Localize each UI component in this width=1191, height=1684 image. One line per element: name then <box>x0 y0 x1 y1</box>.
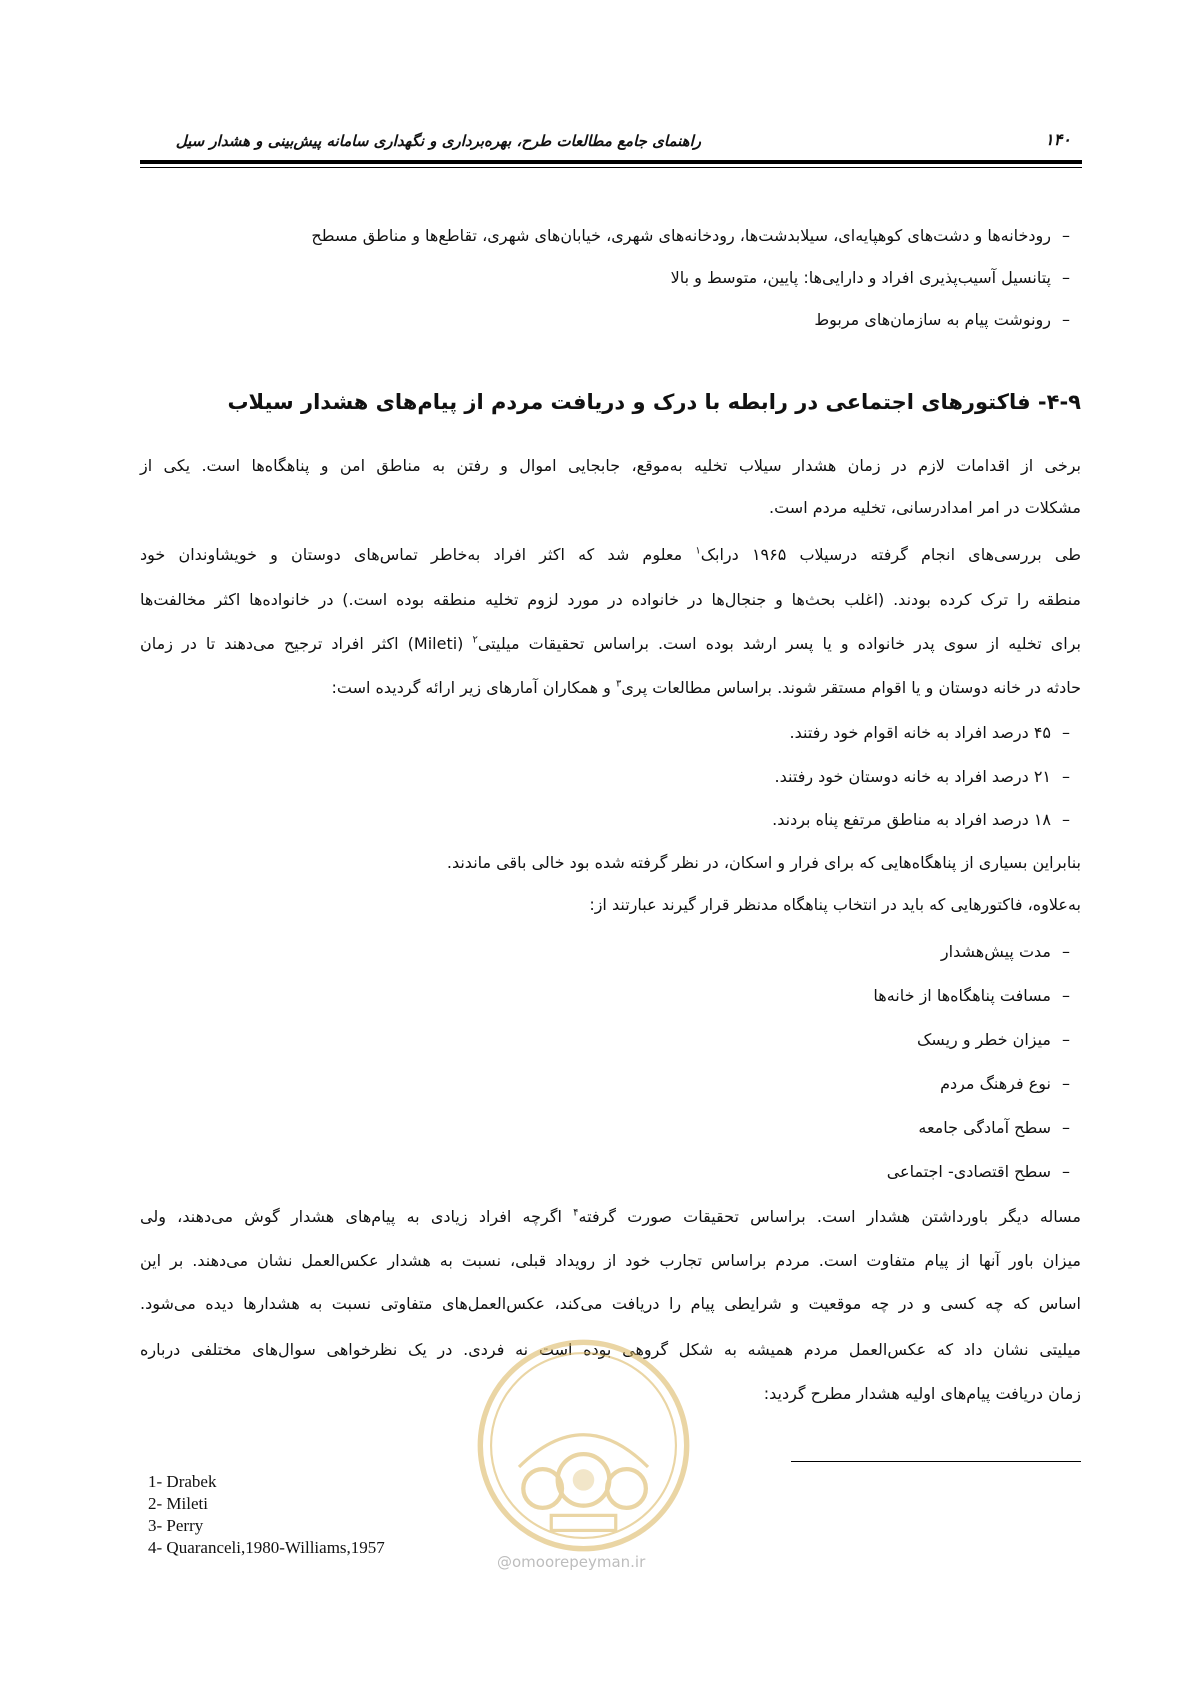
list-item <box>887 1162 1081 1182</box>
paragraph-line <box>140 1207 1081 1227</box>
bullet-dash: – <box>1062 1162 1070 1181</box>
footnote: 3- Perry <box>148 1516 204 1535</box>
text-span: اگرچه افراد زیادی به پیام‌های هشدار گوش می‌دهند، ولی <box>140 1207 574 1226</box>
footnote-ref: ۲ <box>472 634 478 646</box>
list-item <box>940 1074 1081 1094</box>
list-item <box>917 1030 1081 1050</box>
list-item <box>814 310 1081 330</box>
list-item-text: نوع فرهنگ مردم <box>940 1074 1051 1093</box>
footnote: 1- Drabek <box>148 1472 217 1491</box>
page-number: ۱۴۰ <box>1045 130 1071 149</box>
paragraph-line: میلیتی نشان داد که عکس‌العمل مردم همیشه به شکل گروهی بوده است نه فردی. در یک نظرخواهی سوال‌های مختلفی درباره <box>140 1340 1081 1359</box>
paragraph-line: بنابراین بسیاری از پناهگاه‌هایی که برای فرار و اسکان، در نظر گرفته شده بود خالی باقی ماندند. <box>446 853 1081 872</box>
footnote: 4- Quaranceli,1980-Williams,1957 <box>148 1538 385 1557</box>
paragraph-line: میزان باور آنها از پیام متفاوت است. مردم براساس تجارب خود از رویداد قبلی، نسبت به هشدار عکس‌العمل نشان می‌دهند. بر این <box>140 1251 1081 1270</box>
list-item <box>941 942 1081 962</box>
text-span: مساله دیگر باورداشتن هشدار است. براساس تحقیقات صورت گرفته <box>578 1207 1081 1226</box>
list-item-text: ۱۸ درصد افراد به مناطق مرتفع پناه بردند. <box>772 810 1051 829</box>
paragraph-line <box>140 545 1081 565</box>
bullet-dash: – <box>1062 1118 1070 1137</box>
paragraph-line: منطقه را ترک کرده بودند. (اغلب بحث‌ها و جنجال‌ها در خانواده در مورد لزوم تخلیه منطقه بوده است.) در خانواده‌ها اکثر مخالفت‌ها <box>140 590 1081 609</box>
text-span: و همکاران آمارهای زیر ارائه گردیده است: <box>331 678 616 697</box>
watermark-logo-icon <box>476 1338 691 1553</box>
watermark-site: @omoorepeyman.ir <box>497 1553 646 1571</box>
list-item-text: مدت پیش‌هشدار <box>940 942 1051 961</box>
list-item <box>775 767 1081 787</box>
bullet-dash: – <box>1062 310 1070 329</box>
bullet-dash: – <box>1062 226 1070 245</box>
text-span: (Mileti) اکثر افراد ترجیح می‌دهند تا در زمان <box>140 634 473 653</box>
text-span: طی بررسی‌های انجام گرفته درسیلاب ۱۹۶۵ درابک <box>700 545 1081 564</box>
list-item-text: مسافت پناهگاه‌ها از خانه‌ها <box>873 986 1051 1005</box>
list-item <box>772 810 1081 830</box>
list-item <box>311 226 1081 246</box>
text-span: معلوم شد که اکثر افراد به‌خاطر تماس‌های دوستان و خویشاوندان خود <box>140 545 696 564</box>
section-heading: ۴-۹- فاکتورهای اجتماعی در رابطه با درک و دریافت مردم از پیام‌های هشدار سیلاب <box>227 390 1081 414</box>
list-item <box>790 723 1081 743</box>
bullet-dash: – <box>1062 986 1070 1005</box>
list-item <box>873 986 1081 1006</box>
bullet-dash: – <box>1062 268 1070 287</box>
footnote-ref: ۱ <box>695 545 701 557</box>
paragraph-line: اساس که چه کسی و در چه موقعیت و شرایطی پیام را دریافت می‌کند، عکس‌العمل‌های متفاوتی نسبت به هشدارها دیده می‌شود. <box>140 1294 1081 1313</box>
list-item-text: رودخانه‌ها و دشت‌های کوهپایه‌ای، سیلابدشت‌ها، رودخانه‌های شهری، خیابان‌های شهری، تقاطع‌ها و مناطق مسطح <box>311 226 1051 245</box>
bullet-dash: – <box>1062 767 1070 786</box>
footnote-ref: ۴ <box>573 1207 579 1219</box>
list-item-text: سطح اقتصادی- اجتماعی <box>886 1162 1051 1181</box>
paragraph-line: زمان دریافت پیام‌های اولیه هشدار مطرح گردید: <box>763 1384 1081 1403</box>
footnote-rule <box>791 1461 1081 1462</box>
bullet-dash: – <box>1062 723 1070 742</box>
bullet-dash: – <box>1062 942 1070 961</box>
text-span: حادثه در خانه دوستان و یا اقوام مستقر شوند. براساس مطالعات پری <box>621 678 1081 697</box>
paragraph-line <box>331 678 1081 698</box>
list-item <box>918 1118 1081 1138</box>
bullet-dash: – <box>1062 1030 1070 1049</box>
text-span: برای تخلیه از سوی پدر خانواده و یا پسر ارشد بوده است. براساس تحقیقات میلیتی <box>477 634 1082 653</box>
list-item-text: سطح آمادگی جامعه <box>918 1118 1051 1137</box>
running-header-title: راهنمای جامع مطالعات طرح، بهره‌برداری و نگهداری سامانه پیش‌بینی و هشدار سیل <box>175 132 701 150</box>
list-item-text: ۲۱ درصد افراد به خانه دوستان خود رفتند. <box>774 767 1051 786</box>
list-item-text: پتانسیل آسیب‌پذیری افراد و دارایی‌ها: پایین، متوسط و بالا <box>670 268 1051 287</box>
header-rule-thin <box>140 167 1082 168</box>
footnote: 2- Mileti <box>148 1494 208 1513</box>
header-rule-thick <box>140 160 1082 164</box>
paragraph-line: برخی از اقدامات لازم در زمان هشدار سیلاب تخلیه به‌موقع، جابجایی اموال و رفتن به مناطق امن و پناهگاه‌ها است. یکی از <box>140 456 1081 475</box>
list-item <box>671 268 1081 288</box>
list-item-text: ۴۵ درصد افراد به خانه اقوام خود رفتند. <box>789 723 1051 742</box>
paragraph-line <box>140 634 1081 654</box>
paragraph-line: به‌علاوه، فاکتورهایی که باید در انتخاب پناهگاه مدنظر قرار گیرند عبارتند از: <box>589 895 1081 914</box>
bullet-dash: – <box>1062 810 1070 829</box>
list-item-text: رونوشت پیام به سازمان‌های مربوط <box>814 310 1051 329</box>
paragraph-line: مشکلات در امر امدادرسانی، تخلیه مردم است. <box>768 498 1081 517</box>
bullet-dash: – <box>1062 1074 1070 1093</box>
list-item-text: میزان خطر و ریسک <box>916 1030 1051 1049</box>
footnote-ref: ۳ <box>615 678 622 690</box>
